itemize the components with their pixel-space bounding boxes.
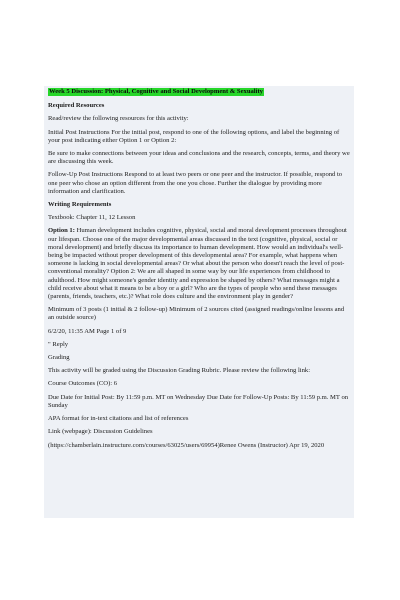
- apa-text: APA format for in-text citations and list of references: [48, 415, 189, 423]
- course-outcomes: Course Outcomes (CO): 6: [48, 380, 118, 388]
- document-page: [44, 86, 354, 518]
- option1-label: Option 1:: [48, 227, 75, 235]
- follow-up-instructions: Follow-Up Post Instructions Respond to at least two peers or one peer and the instructor. If possible, respond to one peer who chose an option different from the one you chose. Further the dialogue by providing more information and clarification.: [48, 171, 343, 195]
- writing-requirements-heading: Writing Requirements: [48, 201, 112, 209]
- read-review-text: Read/review the following resources for this activity:: [48, 115, 189, 123]
- required-resources-heading: Required Resources: [48, 102, 105, 110]
- discussion-guidelines-link[interactable]: Link (webpage): Discussion Guidelines: [48, 428, 153, 436]
- minimum-requirements: Minimum of 3 posts (1 initial & 2 follow-up) Minimum of 2 sources cited (assigned readings/online lessons and an outside source): [48, 306, 345, 322]
- reply-link[interactable]: " Reply: [48, 340, 69, 348]
- textbook-text: Textbook: Chapter 11, 12 Lesson: [48, 214, 136, 222]
- instructor-url-line: (https://chamberlain.instructure.com/courses/63025/users/69954)Renee Owens (Instructor) Apr 19, 2020: [48, 441, 325, 449]
- options-text: Human development includes cognitive, physical, social and moral development processes throughout our lifespan. Choose one of the major developmental areas discussed in the text (cognitive, physical, social or moral development) and briefly discuss its importance to human development. How would an individual's well-being be impacted without proper development of this developmental area? For example, what happens when someone is lacking in social developmental areas? Or what about the person who doesn't reach the level of post-conventional morality? Option 2: We are all shaped in some way by our life experiences from childhood to adulthood. How might someone's gender identity and expression be shaped by others? What messages might a child receive about what it means to be a boy or a girl? Who are the types of people who send these messages (parents, friends, teachers, etc.)? What role does culture and the environment play in gender?: [48, 227, 347, 301]
- grading-heading: Grading: [48, 354, 70, 362]
- page-timestamp: 6/2/20, 11:35 AM Page 1 of 9: [48, 327, 127, 335]
- grading-text: This activity will be graded using the Discussion Grading Rubric. Please review the following link:: [48, 367, 311, 375]
- initial-post-instructions: Initial Post Instructions For the initial post, respond to one of the following options, and label the beginning of your post indicating either Option 1 or Option 2:: [48, 128, 340, 144]
- connections-text: Be sure to make connections between your ideas and conclusions and the research, concepts, terms, and theory we are discussing this week.: [48, 150, 350, 166]
- due-dates: Due Date for Initial Post: By 11:59 p.m. MT on Wednesday Due Date for Follow-Up Posts: By 11:59 p.m. MT on Sunday: [48, 393, 349, 409]
- options-paragraph: [48, 227, 350, 301]
- page-title: Week 5 Discussion: Physical, Cognitive and Social Development & Sexuality: [49, 88, 263, 95]
